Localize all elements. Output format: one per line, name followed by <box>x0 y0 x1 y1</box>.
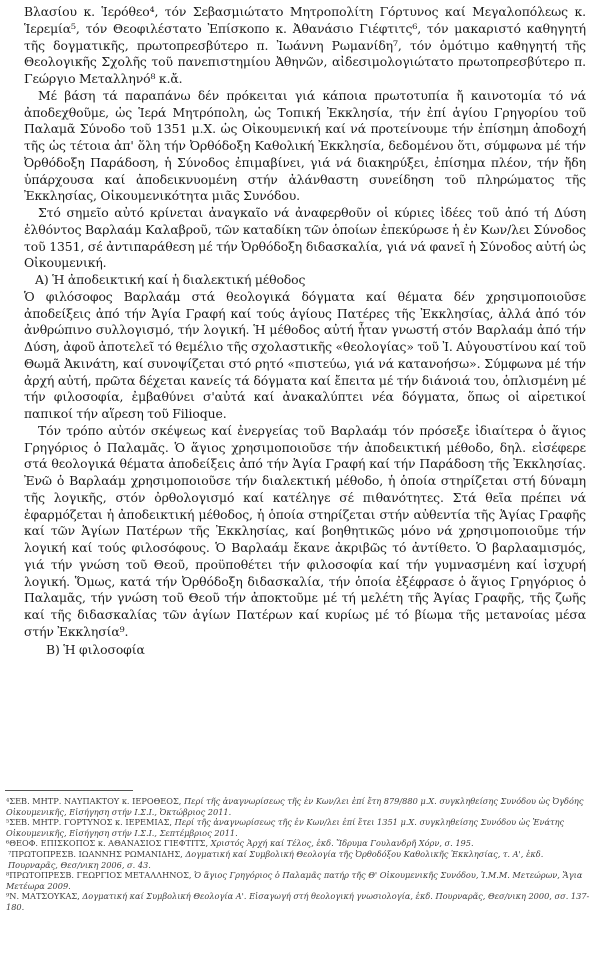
footnote-author: ΣΕΒ. ΜΗΤΡ. ΝΑΥΠΑΚΤΟΥ κ. ΙΕΡΟΘΕΟΣ, <box>9 796 182 806</box>
footnote-8 <box>6 870 592 891</box>
main-text <box>24 4 586 658</box>
paragraph-3: Στό σημεῖο αὐτό κρίνεται ἀναγκαῖο νά ἀναφερθοῦν οἱ κύριες ἰδέες τοῦ ἀπό τή Δύση ἐλθόντος Βαρλαάμ Καλαβροῦ, τῶν καταδίκη τῶν ὁποίων ἐπεκύρωσε ἡ ἐν Κων/λει Σύνοδος τοῦ 1351, σέ ἀντιπαράθεση μέ τήν Ὀρθόδοξη διδασκαλία, γιά νά φανεῖ ἡ Σύνοδος αὐτή ὡς Οἰκουμενική. <box>24 205 586 271</box>
footnote-text: Δογματική καί Συμβολική Θεολογία Α'. Εἰσαγωγή στή θεολογική γνωσιολογία, ἐκδ. Πουρναρᾶς, Θεσ/νικη 2000, σσ. 137-180. <box>6 891 590 912</box>
section-heading-a: Α) Ἡ ἀποδεικτική καί ἡ διαλεκτική μέθοδος <box>35 272 306 287</box>
footnote-7 <box>6 849 592 870</box>
footnote-text: Χριστός Ἀρχή καί Τέλος, ἐκδ. Ἵδρυμα Γουλανδρῆ Χόρν, σ. 195. <box>210 838 474 849</box>
footnote-divider <box>5 790 133 791</box>
footnote-text: Περί τῆς ἀναγνωρίσεως τῆς ἐν Κων/λει ἐπί ἔτει 1351 μ.Χ. συγκληθείσης Συνόδου ὡς Ἐνάτης Οἰκουμενικῆς, Εἰσήγηση στήν Ι.Σ.Ι., Σεπτέμβριος 2011. <box>6 817 565 838</box>
footnote-author: Ν. ΜΑΤΣΟΥΚΑΣ, <box>9 891 80 902</box>
footnote-text: Περί τῆς ἀναγνωρίσεως τῆς ἐν Κων/λει ἐπί ἔτη 879/880 μ.Χ. συγκληθείσης Συνόδου ὡς Ὀγδόης Οἰκουμενικῆς, Εἰσήγηση στήν Ι.Σ.Ι., Ὀκτώβριος 2011. <box>6 796 584 817</box>
footnote-mark: ⁸ <box>6 870 10 881</box>
footnote-mark: ⁶ <box>6 838 10 849</box>
footnote-author: ΠΡΩΤΟΠΡΕΣΒ. ΙΩΑΝΝΗΣ ΡΩΜΑΝΙΔΗΣ, <box>11 848 183 859</box>
footnote-text: Δογματική καί Συμβολική Θεολογία τῆς Ὀρθοδόξου Καθολικῆς Ἐκκλησίας, τ. Α', ἐκδ. Πουρναρᾶς, Θεσ/νικη 2006, σ. 43. <box>8 848 544 870</box>
section-heading-b: Β) Ἡ φιλοσοφία <box>46 641 145 657</box>
footnote-5 <box>6 817 592 838</box>
footnote-author: ΠΡΩΤΟΠΡΕΣΒ. ΓΕΩΡΓΙΟΣ ΜΕΤΑΛΛΗΝΟΣ, <box>9 870 192 881</box>
paragraph-5: Τόν τρόπο αὐτόν σκέψεως καί ἐνεργείας τοῦ Βαρλαάμ τόν πρόσεξε ἰδιαίτερα ὁ ἅγιος Γρηγόριος ὁ Παλαμᾶς. Ὁ ἅγιος χρησιμοποιοῦσε τήν ἀποδεικτική μέθοδο, δηλ. εἰσέφερε στά θεολογικά θέματα ἀποδείξεις ἀπό τήν Ἁγία Γραφή καί τήν Παράδοση τῆς Ἐκκλησίας. Ἐνῶ ὁ Βαρλαάμ χρησιμοποιοῦσε τήν διαλεκτική μέθοδο, ἡ ὁποία στηρίζεται στή δύναμη τῆς λογικῆς, στόν ὀρθολογισμό καί κατέληγε σέ πιθανότητες. Στά θεῖα πρέπει νά ἐφαρμόζεται ἡ ἀποδεικτική μέθοδος, ἡ ὁποία στηρίζεται στήν αὐθεντία τῆς Ἁγίας Γραφῆς καί τῶν Ἁγίων Πατέρων τῆς Ἐκκλησίας, καί βοηθητικῶς μόνο νά χρησιμοποιοῦμε τήν λογική καί τούς φιλοσόφους. Ὁ Βαρλαάμ ἔκανε ἀκριβῶς τό ἀντίθετο. Ὁ βαρλααμισμός, γιά τήν γνώση τοῦ Θεοῦ, προϋποθέτει τήν φιλοσοφία καί τήν γυμνασμένη καί ἰσχυρή λογική. Ὅμως, κατά τήν Ὀρθόδοξη διδασκαλία, τήν ὁποία ἐξέφρασε ὁ ἅγιος Γρηγόριος ὁ Παλαμᾶς, τήν γνώση τοῦ Θεοῦ τήν ἀποκτοῦμε μέ τή μελέτη τῆς Ἁγίας Γραφῆς, τῆς ζωῆς καί τῆς διδασκαλίας τῶν ἁγίων Πατέρων καί κυρίως μέ τό βίωμα τῆς μετανοίας μέσα στήν Ἐκκλησία⁹. <box>24 422 586 639</box>
footnote-4 <box>6 796 592 817</box>
footnotes <box>6 796 592 913</box>
footnote-9 <box>6 891 592 912</box>
paragraph-4: Ὁ φιλόσοφος Βαρλαάμ στά θεολογικά δόγματα καί θέματα δέν χρησιμοποιοῦσε ἀποδείξεις ἀπό τήν Ἁγία Γραφή καί τούς ἁγίους Πατέρες τῆς Ἐκκλησίας, ἀλλά ἀπό τόν ἀνθρώπινο συλλογισμό, τήν λογική. Ἡ μέθοδος αὐτή ἦταν γνωστή στόν Βαρλαάμ ἀπό τήν Δύση, ἀφοῦ ἀποτελεῖ τό θεμέλιο τῆς σχολαστικῆς «θεολογίας» τοῦ Ἰ. Αὐγουστίνου καί τοῦ Θωμᾶ Ἀκινάτη, καί συνοψίζεται στό ρητό «πιστεύω, γιά νά κατανοήσω». Σύμφωνα μέ τήν ἀρχή αὐτή, πρῶτα δέχεται κανείς τά δόγματα καί ἔπειτα μέ τήν διάνοιά του, ὁπλισμένη μέ τήν φιλοσοφία, ἐμβαθύνει σ'αὐτά καί ἀνακαλύπτει νέα δόγματα, ὅπως οἱ αἱρετικοί παπικοί τήν αἵρεση τοῦ Filioque. <box>24 288 586 421</box>
footnote-mark: ⁷ <box>8 848 12 859</box>
paragraph-2: Μέ βάση τά παραπάνω δέν πρόκειται γιά κάποια πρωτοτυπία ἤ καινοτομία τό νά ἀποδεχθοῦμε, ὡς Ἱερά Μητρόπολη, ὡς Τοπική Ἐκκλησία, τήν ἐπί ἁγίου Γρηγορίου τοῦ Παλαμᾶ Σύνοδο τοῦ 1351 μ.Χ. ὡς Οἰκουμενική καί νά προτείνουμε τήν ἐπίσημη ἀποδοχή τῆς ὡς τέτοια ἀπ' ὅλη τήν Ὀρθόδοξη Καθολική Ἐκκλησία, δεδομένου ὅτι, σύμφωνα μέ τήν Ὀρθόδοξη Παράδοση, ἡ Σύνοδος ἐπιμαβίνει, γιά νά διακηρύξει, ἐπίσημα πλέον, τήν ἤδη ὑπάρχουσα καί ἀποδεικνυομένη στήν ἀλάνθαστη συνείδηση τοῦ πληρώματος τῆς Ἐκκλησίας, Οἰκουμενικότητα μιᾶς Συνόδου. <box>24 87 586 204</box>
footnote-mark: ⁹ <box>6 891 10 902</box>
footnote-mark: ⁴ <box>6 796 10 806</box>
footnote-6 <box>6 838 592 849</box>
footnote-text: Ὁ ἅγιος Γρηγόριος ὁ Παλαμᾶς πατήρ τῆς Θ' Οἰκουμενικῆς Συνόδου, Ἱ.Μ.Μ. Μετεώρων, Ἅγια Μετέωρα 2009. <box>6 870 583 891</box>
footnote-author: ΣΕΒ. ΜΗΤΡ. ΓΟΡΤΥΝΟΣ κ. ΙΕΡΕΜΙΑΣ, <box>9 817 172 828</box>
paragraph-1: Βλασίου κ. Ἱερόθεο⁴, τόν Σεβασμιώτατο Μητροπολίτη Γόρτυνος καί Μεγαλοπόλεως κ. Ἱερεμία⁵, τόν Θεοφιλέστατο Ἐπίσκοπο κ. Ἀθανάσιο Γιέφτιτς⁶, τόν μακαριστό καθηγητή τῆς δογματικῆς, πρωτοπρεσβύτερο π. Ἰωάννη Ρωμανίδη⁷, τόν ὁμότιμο καθηγητή τῆς Θεολογικῆς Σχολῆς τοῦ πανεπιστημίου Ἀθηνῶν, αἰδεσιμολογιώτατο πρωτοπρεσβύτερο π. Γεώργιο Μεταλληνό⁸ κ.ἄ. <box>24 4 586 86</box>
footnote-author: ΘΕΟΦ. ΕΠΙΣΚΟΠΟΣ κ. ΑΘΑΝΑΣΙΟΣ ΓΙΕΦΤΙΤΣ, <box>9 838 209 849</box>
footnote-mark: ⁵ <box>6 817 10 828</box>
